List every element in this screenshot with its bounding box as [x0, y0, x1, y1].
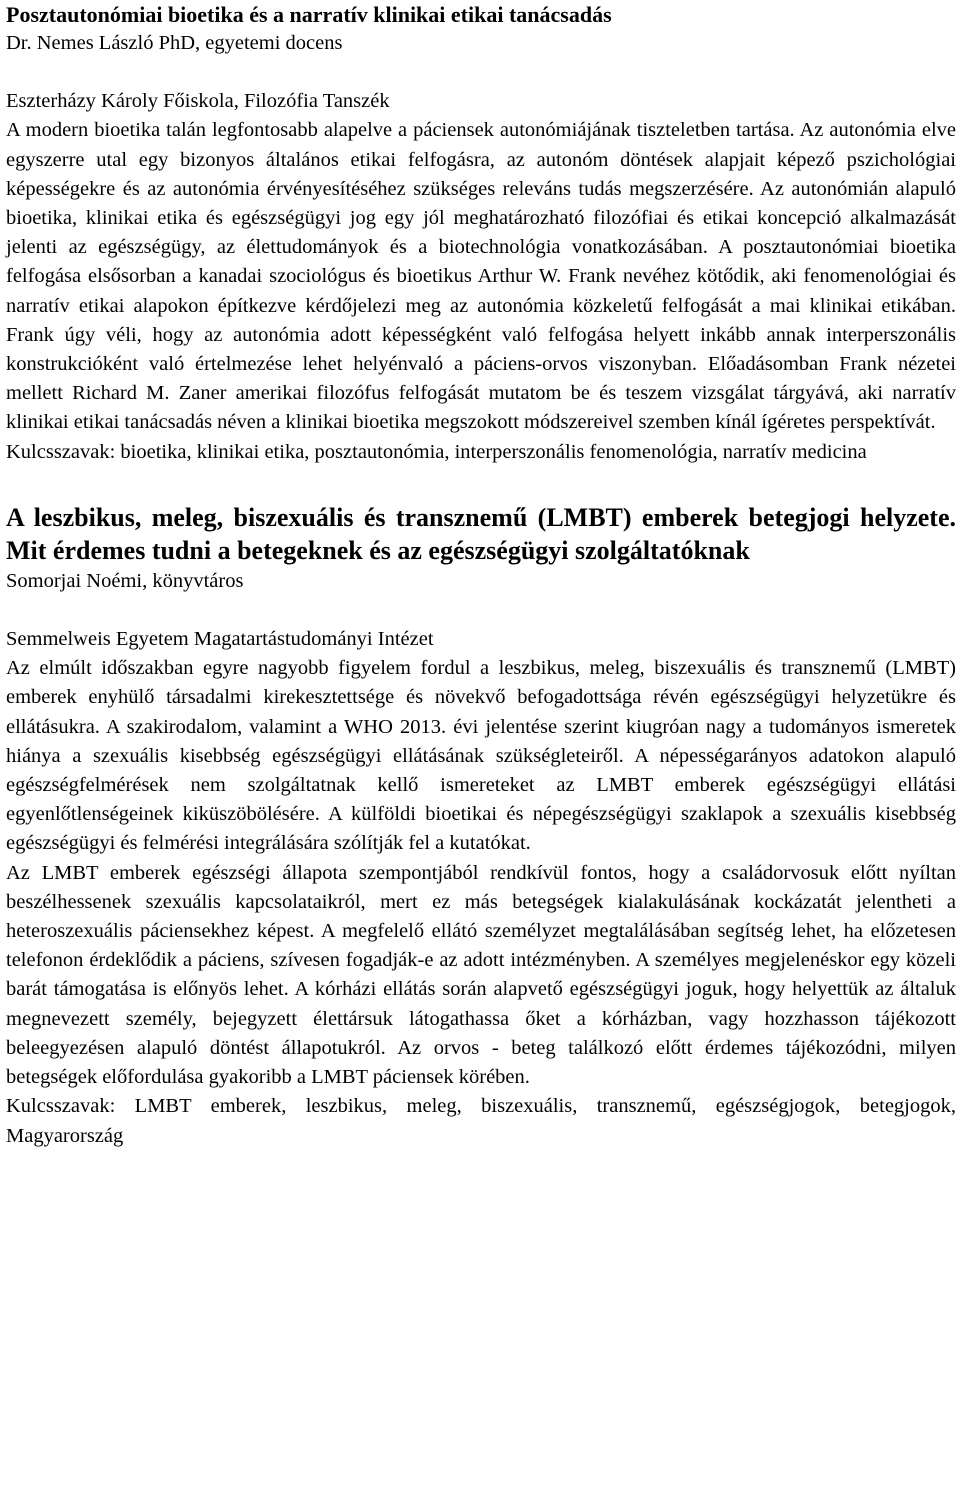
affiliation-line: Semmelweis Egyetem Magatartástudományi Intézet: [6, 628, 434, 651]
abstract-paragraph: A modern bioetika talán legfontosabb alapelve a páciensek autonómiájának tiszteletben tartása. Az autonómia elve egyszerre utal egy bizonyos általános etikai felfogásra, az autonóm döntések alapjait képező pszichológiai képességekre és az autonómia érvényesítéséhez szükséges releváns tudás megszerzésére. Az autonómián alapuló bioetika, klinikai etika és egészségügyi jog egy jól meghatározható filozófiai és etikai koncepció alkalmazását jelenti az egészségügy, az élettudományok és a biotechnológia vonatkozásában. A posztautonómiai bioetika felfogása elsősorban a kanadai szociológus és bioetikus Arthur W. Frank nevéhez kötődik, aki fenomenológiai és narratív etikai alapokon építkezve kérdőjelezi meg az autonómia közkeletű felfogását a mai klinikai etikában. Frank úgy véli, hogy az autonómia adott képességként való felfogása helyett inkább annak interperszonális konstrukcióként való értelmezése lehet helyénvaló a páciens-orvos viszonyban. Előadásomban Frank nézetei mellett Richard M. Zaner amerikai filozófus felfogását mutatom be és teszem vizsgálat tárgyává, aki narratív klinikai etikai tanácsadás néven a klinikai bioetika megszokott módszereivel szemben kínál ígéretes perspektívát.: [6, 119, 956, 434]
author-line: Dr. Nemes László PhD, egyetemi docens: [6, 32, 343, 54]
body-paragraph: Az LMBT emberek egészségi állapota szempontjából rendkívül fontos, hogy a családorvosuk előtt nyíltan beszélhessenek szexuális kapcsolataikról, mert ez más betegségek kialakulásának kockázatát jelentheti a heteroszexuális páciensekhez képest. A megfelelő ellátó személyzet megtalálásában segítség lehet, ha előzetesen telefonon érdeklődik a páciens, szívesen fogadják-e az adott intézményben. A személyes megjelenéskor egy közeli barát támogatása is előnyös lehet. A kórházi ellátás során alapvető egészségügyi joguk, hogy helyettük az általuk megnevezett személy, bejegyzett élettársuk látogathassa őket a kórházban, vagy hozzhasson tájékozott beleegyezésen alapuló döntést állapotukról. Az orvos - beteg találkozó előtt érdemes tájékozódni, milyen betegségek előfordulása gyakoribb a LMBT páciensek körében.: [6, 861, 956, 1089]
article-lmbt: [6, 501, 956, 1151]
keywords-line: Kulcsszavak: bioetika, klinikai etika, posztautonómia, interperszonális fenomenológia, narratív medicina: [6, 440, 867, 463]
article-posztautonomia: [6, 0, 956, 467]
affiliation-line: Eszterházy Károly Főiskola, Filozófia Tanszék: [6, 90, 390, 113]
body-paragraph: Az elmúlt időszakban egyre nagyobb figyelem fordul a leszbikus, meleg, biszexuális és transznemű (LMBT) emberek enyhülő társadalmi kirekesztettsége és növekvő befogadottsága révén egészségügyi helyzetükre és ellátásukra. A szakirodalom, valamint a WHO 2013. évi jelentése szerint kiugróan nagy a tudományos ismeretek hiánya a szexuális kisebbség egészségügyi ellátásának szükségleteiről. A népességarányos adatokon alapuló egészségfelmérések nem szolgáltatnak kellő ismereteket az LMBT emberek egészségügyi ellátási egyenlőtlenségeinek kiküszöbölésére. A külföldi bioetikai és népegészségügyi szaklapok a szexuális kisebbség egészségügyi és felmérési integrálására szólítják fel a kutatókat.: [6, 657, 956, 855]
keywords-line: Kulcsszavak: LMBT emberek, leszbikus, meleg, biszexuális, transznemű, egészségjogok, betegjogok, Magyarország: [6, 1095, 956, 1147]
article-title: Posztautonómiai bioetika és a narratív klinikai etikai tanácsadás: [6, 2, 612, 27]
article-title: A leszbikus, meleg, biszexuális és transznemű (LMBT) emberek betegjogi helyzete. Mit érdemes tudni a betegeknek és az egészségügyi szolgáltatóknak: [6, 502, 956, 565]
author-line: Somorjai Noémi, könyvtáros: [6, 569, 244, 592]
document-page: [6, 0, 956, 1151]
